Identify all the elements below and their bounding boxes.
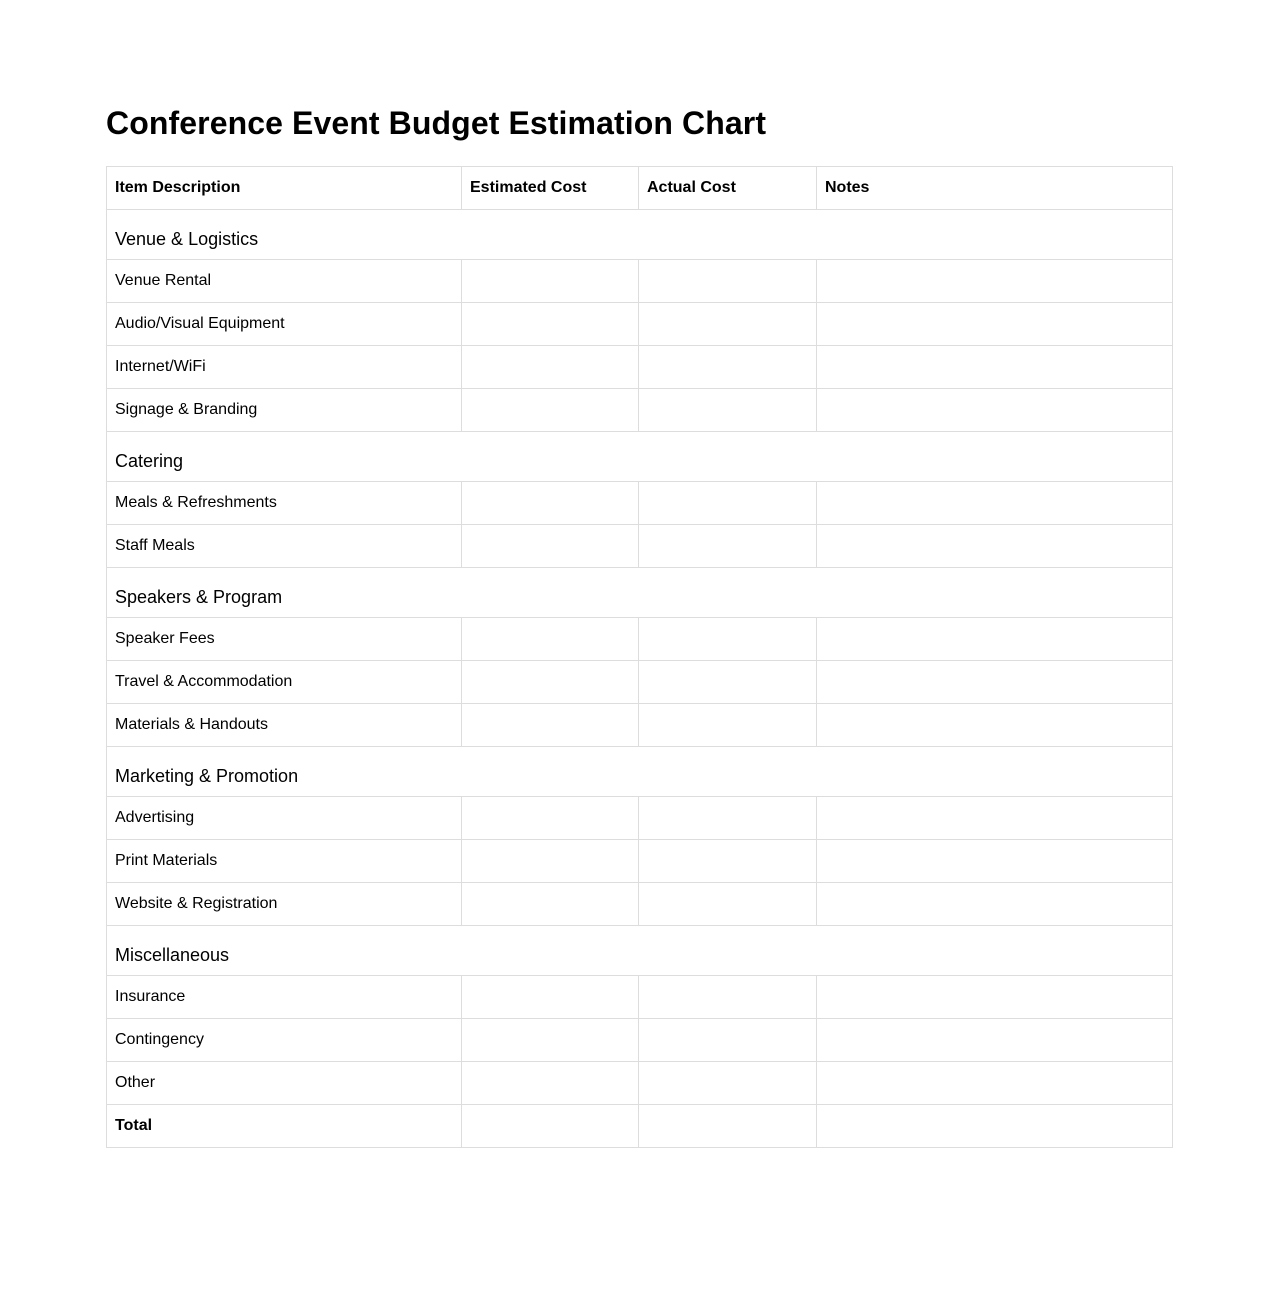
total-label: Total: [107, 1105, 462, 1148]
estimated-cost-cell[interactable]: [462, 482, 639, 525]
actual-cost-cell[interactable]: [639, 260, 817, 303]
item-description-cell: Venue Rental: [107, 260, 462, 303]
actual-cost-cell[interactable]: [639, 389, 817, 432]
estimated-cost-cell[interactable]: [462, 661, 639, 704]
actual-cost-cell[interactable]: [639, 840, 817, 883]
actual-cost-cell[interactable]: [639, 797, 817, 840]
notes-cell[interactable]: [817, 303, 1173, 346]
estimated-cost-cell[interactable]: [462, 797, 639, 840]
table-row: [107, 976, 1173, 1019]
total-notes-cell[interactable]: [817, 1105, 1173, 1148]
section-heading: Miscellaneous: [107, 926, 1173, 976]
actual-cost-cell[interactable]: [639, 1062, 817, 1105]
table-body: [107, 210, 1173, 1148]
item-description-cell: Contingency: [107, 1019, 462, 1062]
actual-cost-cell[interactable]: [639, 704, 817, 747]
notes-cell[interactable]: [817, 883, 1173, 926]
total-row: [107, 1105, 1173, 1148]
table-row: [107, 260, 1173, 303]
section-heading: Marketing & Promotion: [107, 747, 1173, 797]
notes-cell[interactable]: [817, 618, 1173, 661]
item-description-cell: Signage & Branding: [107, 389, 462, 432]
notes-cell[interactable]: [817, 840, 1173, 883]
notes-cell[interactable]: [817, 1062, 1173, 1105]
estimated-cost-cell[interactable]: [462, 346, 639, 389]
actual-cost-cell[interactable]: [639, 482, 817, 525]
section-heading: Catering: [107, 432, 1173, 482]
page-title: Conference Event Budget Estimation Chart: [106, 105, 767, 141]
column-header-actual-cost: Actual Cost: [639, 167, 817, 210]
item-description-cell: Other: [107, 1062, 462, 1105]
table-row: [107, 840, 1173, 883]
total-actual-cost-cell[interactable]: [639, 1105, 817, 1148]
section-row: [107, 747, 1173, 797]
estimated-cost-cell[interactable]: [462, 260, 639, 303]
table-row: [107, 303, 1173, 346]
section-row: [107, 432, 1173, 482]
item-description-cell: Speaker Fees: [107, 618, 462, 661]
section-heading: Speakers & Program: [107, 568, 1173, 618]
item-description-cell: Print Materials: [107, 840, 462, 883]
estimated-cost-cell[interactable]: [462, 303, 639, 346]
estimated-cost-cell[interactable]: [462, 1062, 639, 1105]
table-row: [107, 1062, 1173, 1105]
table-header: [107, 167, 1173, 210]
notes-cell[interactable]: [817, 525, 1173, 568]
section-row: [107, 926, 1173, 976]
table-row: [107, 525, 1173, 568]
table-row: [107, 389, 1173, 432]
item-description-cell: Internet/WiFi: [107, 346, 462, 389]
actual-cost-cell[interactable]: [639, 618, 817, 661]
table-row: [107, 661, 1173, 704]
actual-cost-cell[interactable]: [639, 883, 817, 926]
item-description-cell: Insurance: [107, 976, 462, 1019]
table-row: [107, 1019, 1173, 1062]
estimated-cost-cell[interactable]: [462, 883, 639, 926]
notes-cell[interactable]: [817, 976, 1173, 1019]
table-row: [107, 704, 1173, 747]
item-description-cell: Meals & Refreshments: [107, 482, 462, 525]
actual-cost-cell[interactable]: [639, 303, 817, 346]
column-header-notes: Notes: [817, 167, 1173, 210]
estimated-cost-cell[interactable]: [462, 976, 639, 1019]
budget-table: [106, 166, 1173, 1148]
notes-cell[interactable]: [817, 346, 1173, 389]
header-row: [107, 167, 1173, 210]
actual-cost-cell[interactable]: [639, 661, 817, 704]
budget-document: [106, 100, 1172, 1148]
notes-cell[interactable]: [817, 482, 1173, 525]
actual-cost-cell[interactable]: [639, 525, 817, 568]
notes-cell[interactable]: [817, 704, 1173, 747]
total-estimated-cost-cell[interactable]: [462, 1105, 639, 1148]
item-description-cell: Advertising: [107, 797, 462, 840]
section-row: [107, 210, 1173, 260]
notes-cell[interactable]: [817, 1019, 1173, 1062]
item-description-cell: Audio/Visual Equipment: [107, 303, 462, 346]
notes-cell[interactable]: [817, 661, 1173, 704]
notes-cell[interactable]: [817, 260, 1173, 303]
estimated-cost-cell[interactable]: [462, 840, 639, 883]
table-row: [107, 797, 1173, 840]
notes-cell[interactable]: [817, 797, 1173, 840]
estimated-cost-cell[interactable]: [462, 525, 639, 568]
section-heading: Venue & Logistics: [107, 210, 1173, 260]
table-row: [107, 346, 1173, 389]
estimated-cost-cell[interactable]: [462, 1019, 639, 1062]
actual-cost-cell[interactable]: [639, 976, 817, 1019]
item-description-cell: Travel & Accommodation: [107, 661, 462, 704]
estimated-cost-cell[interactable]: [462, 618, 639, 661]
section-row: [107, 568, 1173, 618]
actual-cost-cell[interactable]: [639, 346, 817, 389]
table-row: [107, 482, 1173, 525]
column-header-item-description: Item Description: [107, 167, 462, 210]
item-description-cell: Materials & Handouts: [107, 704, 462, 747]
estimated-cost-cell[interactable]: [462, 704, 639, 747]
notes-cell[interactable]: [817, 389, 1173, 432]
estimated-cost-cell[interactable]: [462, 389, 639, 432]
table-row: [107, 883, 1173, 926]
item-description-cell: Website & Registration: [107, 883, 462, 926]
column-header-estimated-cost: Estimated Cost: [462, 167, 639, 210]
table-row: [107, 618, 1173, 661]
item-description-cell: Staff Meals: [107, 525, 462, 568]
actual-cost-cell[interactable]: [639, 1019, 817, 1062]
